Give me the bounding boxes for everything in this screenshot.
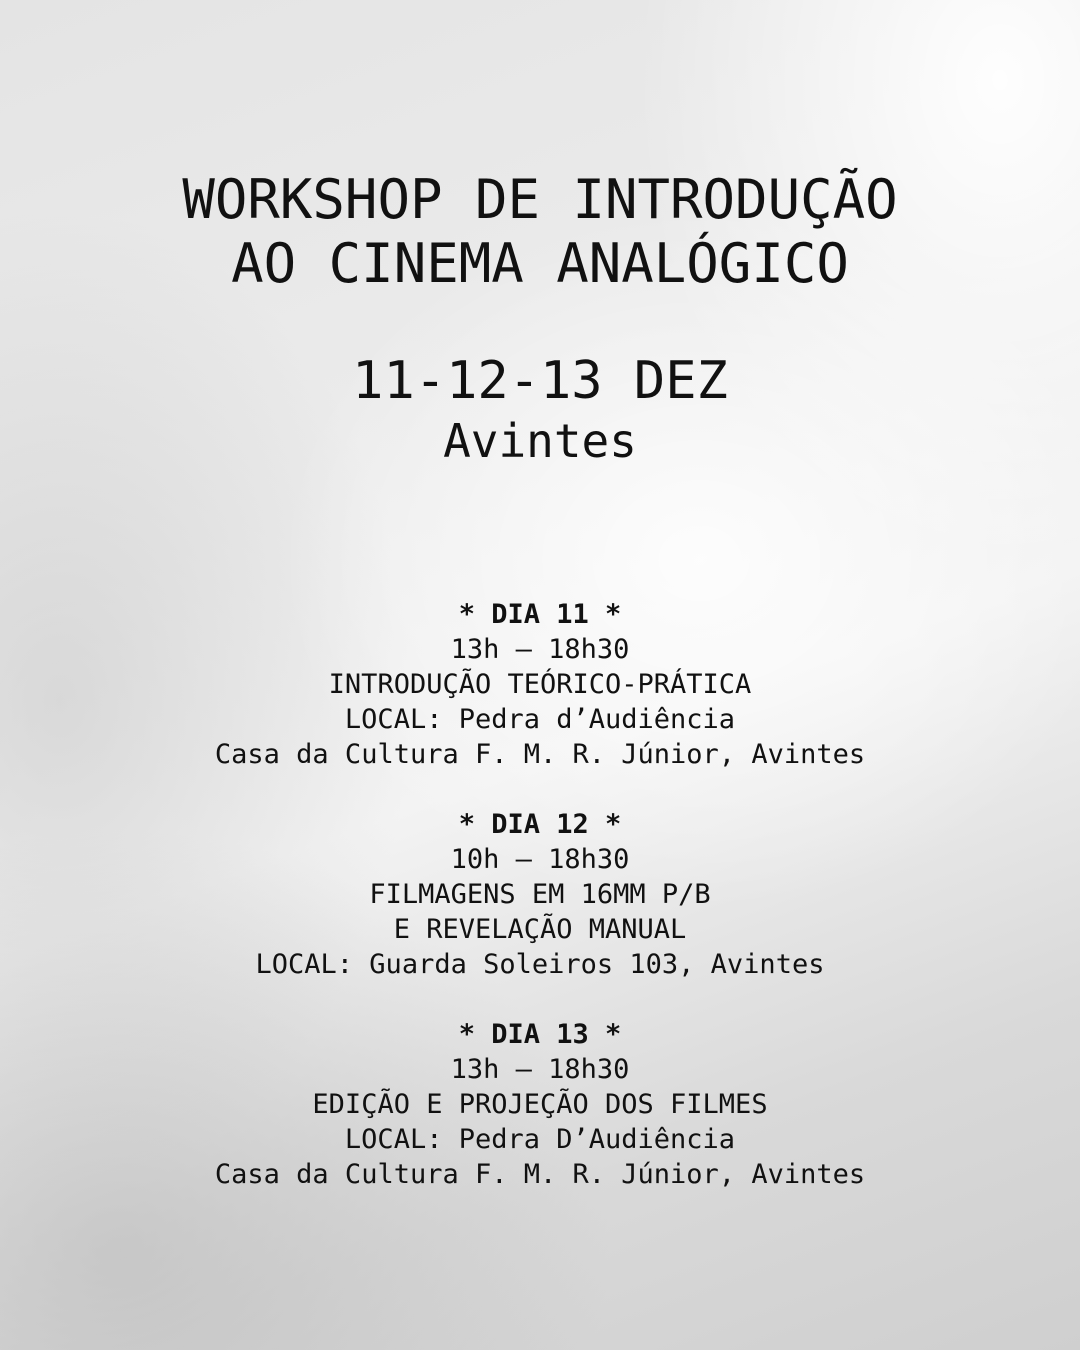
day-time: 13h — 18h30 <box>450 1054 630 1085</box>
day-venue: Casa da Cultura F. M. R. Júnior, Avintes <box>214 1159 866 1190</box>
day-time: 10h — 18h30 <box>450 844 630 875</box>
event-place: Avintes <box>443 414 637 468</box>
day-location: LOCAL: Pedra d’Audiência <box>344 704 736 735</box>
day-activity-continued: E REVELAÇÃO MANUAL <box>393 914 687 945</box>
day-block-13 <box>0 1017 1080 1192</box>
day-activity: FILMAGENS EM 16MM P/B <box>369 879 711 910</box>
event-dates: 11-12-13 DEZ <box>352 351 728 411</box>
day-block-11 <box>0 597 1080 772</box>
day-location: LOCAL: Guarda Soleiros 103, Avintes <box>255 949 825 980</box>
day-heading: * DIA 11 * <box>458 599 622 630</box>
poster-title <box>0 168 1080 296</box>
day-location: LOCAL: Pedra D’Audiência <box>344 1124 736 1155</box>
day-activity: INTRODUÇÃO TEÓRICO-PRÁTICA <box>328 669 752 700</box>
schedule <box>0 597 1080 1227</box>
day-block-12 <box>0 807 1080 982</box>
day-activity: EDIÇÃO E PROJEÇÃO DOS FILMES <box>312 1089 768 1120</box>
day-time: 13h — 18h30 <box>450 634 630 665</box>
day-venue: Casa da Cultura F. M. R. Júnior, Avintes <box>214 739 866 770</box>
day-heading: * DIA 12 * <box>458 809 622 840</box>
title-line-2: AO CINEMA ANALÓGICO <box>231 232 849 295</box>
title-line-1: WORKSHOP DE INTRODUÇÃO <box>182 168 898 231</box>
day-heading: * DIA 13 * <box>458 1019 622 1050</box>
